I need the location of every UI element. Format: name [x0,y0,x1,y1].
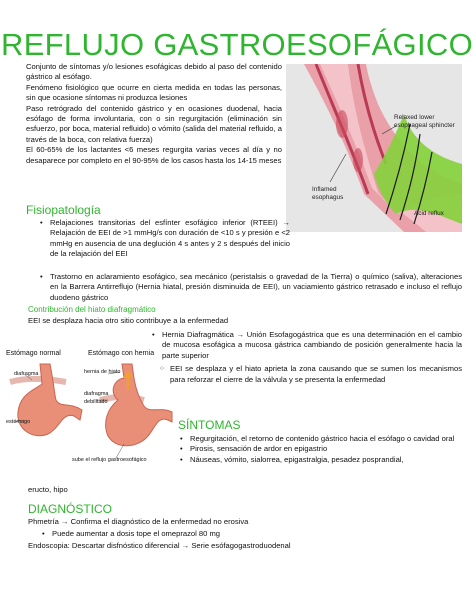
label-estomago: estómago [6,419,31,425]
intro-paragraph: Paso retrógrado del contenido gástrico y en ocasiones duodenal, hacia esófago de forma involuntaria, con o sin regurgitación (eliminación sin esfuerzo, por boca, material refluido) o vómito (salida del material refluido, a través de la boca, con relativa fuerza) [26,103,282,144]
intro-paragraph: Conjunto de síntomas y/o lesiones esofágicas debido al paso del contenido gástrico al esófago. [26,62,282,82]
title-stomach-normal: Estómago normal [6,350,61,357]
title-stomach-hernia: Estómago con hernia [88,350,155,357]
reflux-illustration [286,64,462,232]
label-diafragma: diafragma [14,371,39,377]
label-hernia-hiato: hernia de hiato [84,369,121,375]
intro-paragraph: El 60-65% de los lactantes <6 meses regurgita varias veces al día y no desaparece por completo en el 90-95% de los casos hasta los 14-15 meses [26,145,282,165]
label-sphincter: Relaxed lower esophageal sphincter [394,114,455,129]
list-item: • Relajaciones transitorias del esfínter esofágico inferior (RTEEI) → Relajación de EEI de >1 mmHg/s con duración de <10 s y presión e <2 mmHg en ausencia de una deglución 4 s antes y 2 s después del inicio de la relajación del EEI [38,218,290,260]
diagnostico-list [40,529,440,539]
label-acid-reflux: Acid reflux [414,210,444,217]
list-item: • Trastorno en aclaramiento esofágico, sea mecánico (peristalsis o gravedad de la Tierra) o químico (saliva), alteraciones en la Barrera Antirreflujo (Hernia hiatal, presión disminuida de EEI), un vaciamiento gástrico retrasado e incluso el reflujo duodeno gástrico [38,272,462,303]
fisiopatologia-list-2 [38,272,462,303]
esophagus-diagram [286,64,462,232]
intro-text [26,62,282,166]
list-item-sub: ○ EEI se desplaza y el hiato aprieta la zona causando que se sumen los mecanismos para reforzar el cierre de la válvula y se presenta la enfermedad [150,364,462,385]
section-heading-sintomas: SÍNTOMAS [178,418,241,432]
label-inflamed: Inflamed esophagus [312,186,344,201]
section-heading-diagnostico: DIAGNÓSTICO [28,502,113,516]
intro-paragraph: Fenómeno fisiológico que ocurre en cierta medida en todas las personas, sin que ocasione síntomas ni produzca lesiones [26,82,282,103]
subheading-hiato: Contribución del hiato diafragmático [28,305,156,314]
section-heading-fisiopatologia: Fisiopatología [26,203,101,217]
inflammation-spot [353,148,363,172]
diagnostico-line-1: Phmetría → Confirma el diagnóstico de la enfermedad no erosiva [28,517,249,526]
sintomas-extra: eructo, hipo [28,485,68,494]
inflammation-spot [336,110,348,138]
list-item: • Puede aumentar a dosis tope el omeprazol 80 mg [40,529,440,539]
label-diafragma-debilitado: diafragma debilitado [84,391,109,405]
fisiopatologia-list [38,218,290,260]
hiato-list [150,330,462,385]
sintomas-list [178,434,462,465]
page-title: REFLUJO GASTROESOFÁGICO [1,27,473,62]
list-item: • Regurgitación, el retorno de contenido gástrico hacia el esófago o cavidad oral [178,434,462,444]
list-item: • Hernia Diafragmática → Unión Esofagogástrica que es una determinación en el cambio de mucosa esofágica a mucosa gástrica cambiando de posición generalmente hacia la parte superior [150,330,462,361]
stomach-illustration [4,348,180,480]
list-item: • Náuseas, vómito, sialorrea, epigastralgia, pesadez posprandial, [178,455,462,465]
diagnostico-line-2: Endoscopia: Descartar disfnóstico diferencial → Serie esófagogastroduodenal [28,541,291,550]
hiato-line: EEI se desplaza hacia otro sitio contribuye a la enfermedad [28,316,229,325]
label-reflujo: sube el reflujo gastroesofágico [72,457,147,463]
list-item: • Pirosis, sensación de ardor en epigastrio [178,444,462,454]
diaphragm-normal [10,379,66,382]
